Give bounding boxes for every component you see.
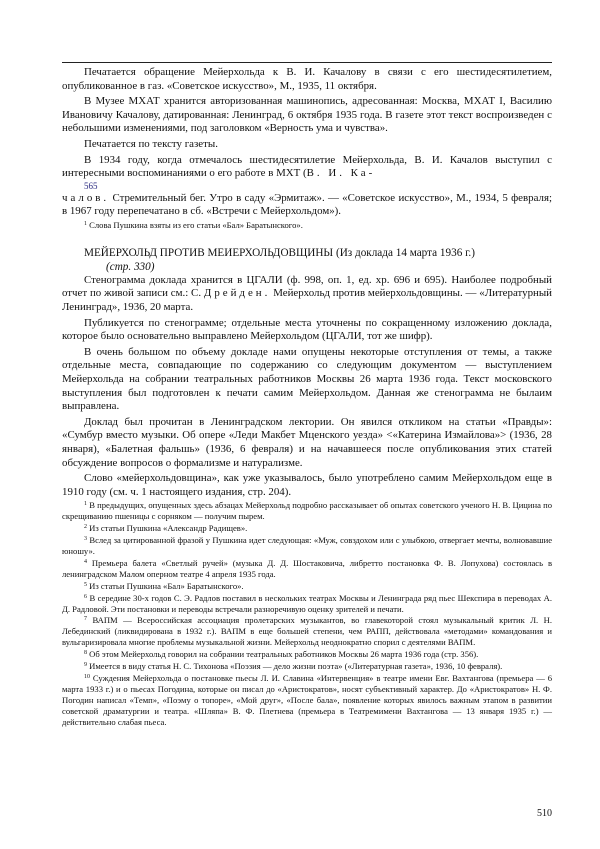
- footnote: [62, 220, 552, 231]
- paragraph-1934-continued: [62, 192, 552, 219]
- page-number: 510: [537, 808, 552, 819]
- heading-page-ref: (стр. 330): [106, 260, 155, 273]
- footnote-number: 5: [84, 581, 87, 588]
- footnote-number: 4: [84, 558, 87, 565]
- footnote: [62, 500, 552, 522]
- footnote-text: В середине 30-х годов С. Э. Радлов поставил в нескольких театрах Москвы и Ленинграда ряд пьес Шекспира в переводах А. Д. Радловой. Эти постановки и переводы встречали разноречивую оценку зрителей и печати.: [62, 592, 552, 614]
- section-heading: [62, 246, 552, 274]
- page-content: [62, 66, 552, 727]
- footnote-text: Премьера балета «Светлый ручей» (музыка Д. Д. Шостаковича, либретто постановка Ф. В. Лопухова) состоялась в ленинградском Малом оперном театре 4 апреля 1935 года.: [62, 557, 552, 579]
- footnote-number: 1: [84, 220, 87, 227]
- paragraph-text: Мейерхольд против мейерхольдовщины. — «Литературный Ленинград», 1936, 20 марта.: [62, 287, 552, 314]
- footnote-number: 10: [84, 673, 90, 680]
- paragraph-steno: [62, 274, 552, 315]
- footnote-text: Имеется в виду статья Н. С. Тихонова «Поэзия — дело жизни поэта» («Литературная газета», 1936, 10 февраля).: [89, 661, 503, 672]
- paragraph: Слово «мейерхольдовщина», как уже указывалось, было употреблено самим Мейерхольдом еще в 1910 году (см. ч. 1 настоящего издания, стр. 204).: [62, 472, 552, 498]
- paragraph-text: В 1934 году, когда отмечалось шестидесятилетие Мейерхольда, В. И. Качалов выступил с интересными воспоминаниями о его работе в МХТ (: [62, 153, 552, 180]
- footnote: [62, 558, 552, 580]
- footnote: [62, 649, 552, 660]
- paragraph-text: Стенограмма доклада хранится в ЦГАЛИ (ф. 998, оп. 1, ед. хр. 696 и 695). Наиболее подробный отчет по живой записи см.: С.: [62, 273, 552, 300]
- footnote-text: Слова Пушкина взяты из его статьи «Бал» Баратынского».: [89, 219, 303, 230]
- footnote-text: Об этом Мейерхольд говорил на собрании театральных работников Москвы 26 марта 1936 года (стр. 356).: [89, 649, 479, 660]
- paragraph: Печатается по тексту газеты.: [84, 137, 218, 150]
- footnote-number: 3: [84, 536, 87, 543]
- footnote: [62, 673, 552, 728]
- paragraph-1934: [62, 154, 552, 181]
- top-rule: [62, 62, 552, 63]
- footnote: [62, 523, 552, 534]
- footnote-text: Из статьи Пушкина «Александр Радищев».: [89, 523, 248, 534]
- footnotes: [62, 500, 552, 727]
- footnote-text: Суждения Мейерхольда о постановке пьесы Л. И. Славина «Интервенция» в театре имени Евг. Вахтангова (премьера — 6 марта 1933 г.) и о пьесах Погодина, которые он писал до «Аристократов», носят субъективный характер. До «Аристократов» Н. Ф. Погодин написал «Темп», «Поэму о топоре», «Мой друг», «После бала», появление которых явилось важным этапом в развитии советской драматургии и театра. «Шляпа» В. Ф. Плетнева (премьера в Театремимени Вахтангова — 13 января 1935 г.) — действительно слабая пьеса.: [62, 672, 553, 727]
- heading-title: МЕЙЕРХОЛЬД ПРОТИВ МЕИЕРХОЛЬДОВЩИНЫ (Из доклада 14 марта 1936 г.): [84, 246, 475, 259]
- footnote-number: 6: [84, 593, 87, 600]
- spaced-name: чалов.: [62, 191, 110, 204]
- page-marker: 565: [84, 180, 98, 191]
- paragraph: В Музее МХАТ хранится авторизованная машинопись, адресованная: Москва, МХАТ I, Василию Ивановичу Качалову, датированная: Ленинград, 6 октября 1935 года. В газете этот текст воспроизведен с небольшими изменениями, под заголовком «Верность ума и чувства».: [62, 95, 552, 135]
- footnote-text: Вслед за цитированной фразой у Пушкина идет следующая: «Муж, совздохом или с улыбкою, отвергает мечты, волновавшие юношу».: [62, 535, 553, 556]
- footnote-number: 8: [84, 650, 87, 657]
- spaced-name: В. И. Ка-: [306, 167, 376, 180]
- spaced-name: Дрейден.: [203, 287, 271, 300]
- footnote: [62, 593, 552, 615]
- footnote-text: Из статьи Пушкина «Бал» Баратынского».: [89, 580, 244, 591]
- footnote: [62, 581, 552, 592]
- footnote: [62, 615, 552, 648]
- paragraph-text: Стремительный бег. Утро в саду «Эрмитаж». — «Советское искусство», М., 1934, 5 февраля; в 1967 году перепечатано в сб. «Встречи с Мейерхольдом»).: [62, 191, 552, 218]
- footnote-number: 2: [84, 524, 87, 531]
- footnote-number: 7: [84, 616, 87, 623]
- footnote: [62, 661, 552, 672]
- footnote-number: 1: [84, 501, 87, 508]
- paragraph: Печатается обращение Мейерхольда к В. И. Качалову в связи с его шестидесятилетием, опубликованное в газ. «Советское искусство», М., 1935, 11 октября.: [62, 66, 552, 92]
- paragraph: Доклад был прочитан в Ленинградском лектории. Он явился откликом на статьи «Правды»: «Сумбур вместо музыки. Об опере «Леди Макбет Мценского уезда» <«Катерина Измайлова»> (1936, 28 января), «Балетная фальшь» (1936, 6 февраля) и на начавшееся после опубликования этих статей обсуждение вопросов о формализме и натурализме.: [62, 415, 552, 469]
- paragraph: В очень большом по объему докладе нами опущены некоторые отступления от темы, а также отдельные места, совпадающие по содержанию со следующим документом — выступлением Мейерхольда на собрании театральных работников Москвы 26 марта 1936 года. Текст московского выступления был подготовлен к печати самим Мейерхольдом. Данная же стенограмма не былаим выправлена.: [62, 345, 552, 413]
- footnote-number: 9: [84, 662, 87, 669]
- footnote: [62, 535, 552, 557]
- footnote-text: ВАПМ — Всероссийская ассоциация пролетарских музыкантов, во главекоторой стоял музыкальный критик Л. Н. Лебединский (ликвидирована в 1932 г.). ВАПМ в еще большей степени, чем РАПП, действовала «методами» командования и вульгаризировала многие проблемы музыкальной жизни. Мейерхольд неоднократно спорил с деятелями ВАПМ.: [62, 615, 552, 648]
- paragraph: Публикуется по стенограмме; отдельные места уточнены по сокращенному изложению доклада, которое было основательно выправлено Мейерхольдом (ЦГАЛИ, тот же шифр).: [62, 316, 552, 343]
- footnote-text: В предыдущих, опущенных здесь абзацах Мейерхольд подробно рассказывает об опытах советского ученого Н. В. Цицина по скрещиванию пшеницы с сорняком — получим пырем.: [62, 500, 552, 522]
